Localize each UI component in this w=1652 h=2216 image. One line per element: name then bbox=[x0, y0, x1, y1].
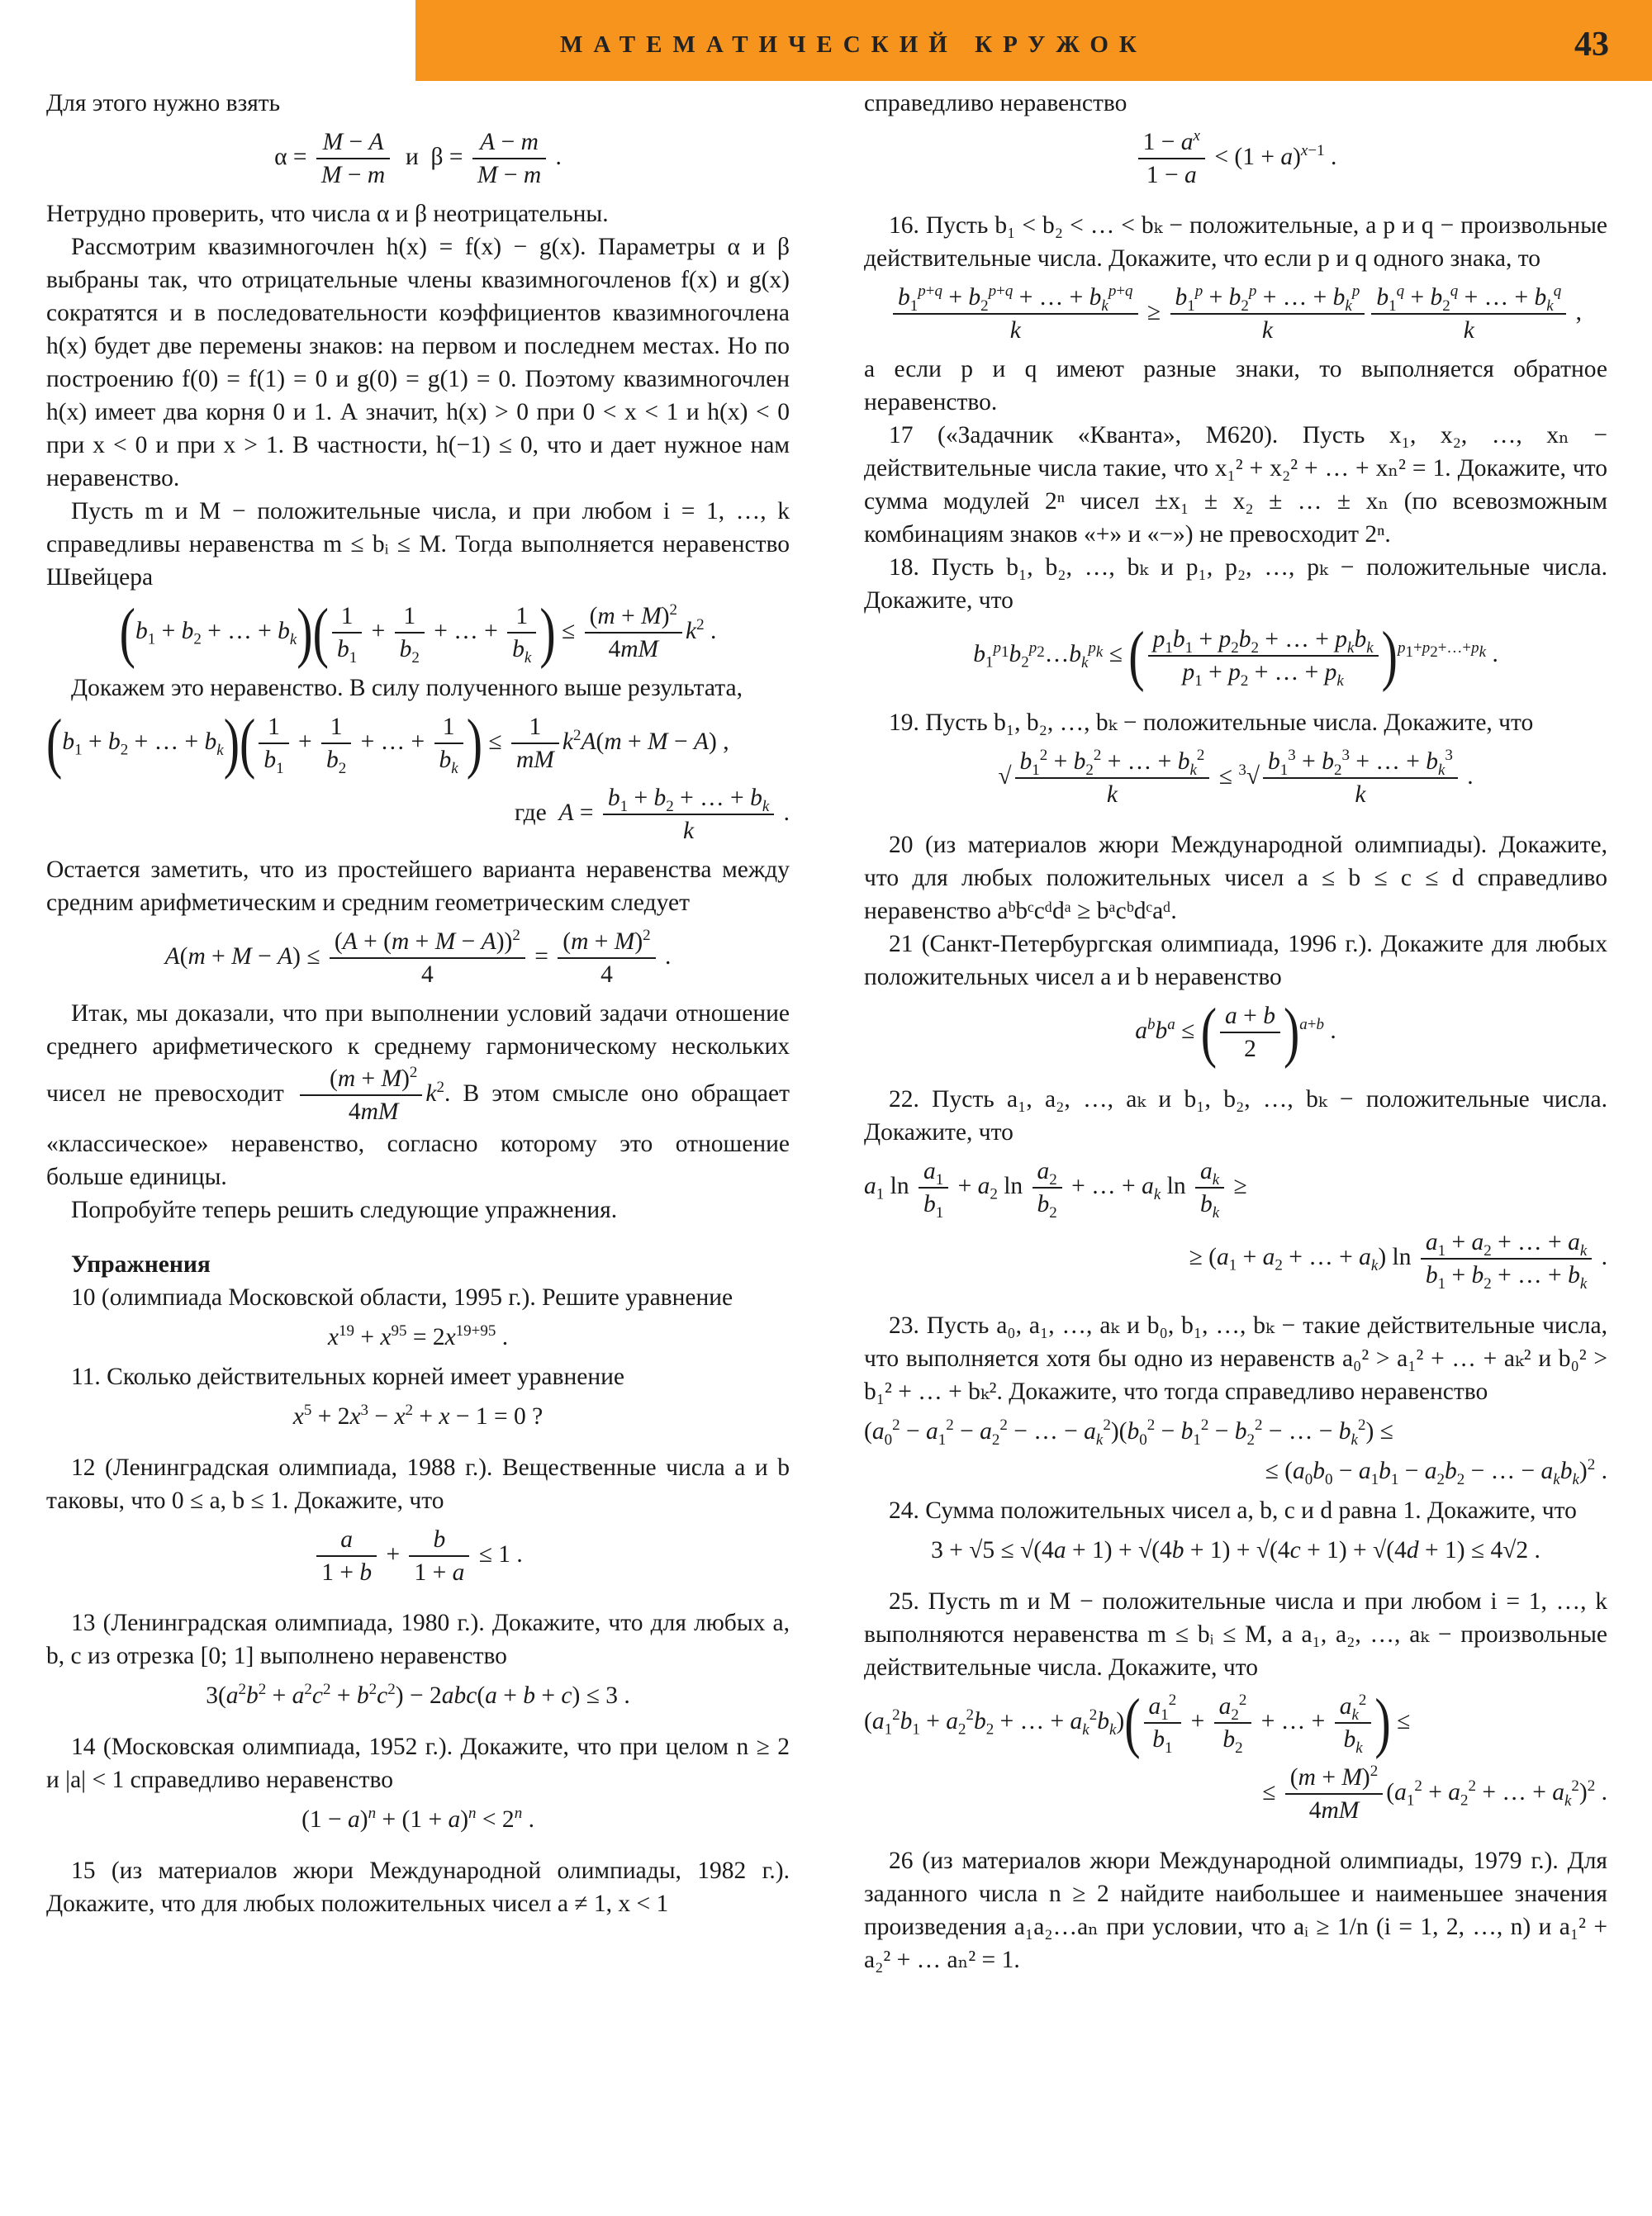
exercise-24: 24. Сумма положительных чисел a, b, c и d равна 1. Докажите, что bbox=[889, 1497, 1577, 1524]
paragraph: а если p и q имеют разные знаки, то выполняется обратное неравенство. bbox=[864, 356, 1607, 415]
exercise-17: 17 («Задачник «Кванта», М620). Пусть x₁, x₂, …, xₙ − действительные числа такие, что x₁² + x₂² + … + xₙ² = 1. Докажите, что сумма модулей 2ⁿ чисел ±x₁ ± x₂ ± … ± xₙ (по всевозможным комбинациям знаков «+» и «−») не превосходит 2ⁿ. bbox=[864, 422, 1607, 548]
section-title: МАТЕМАТИЧЕСКИЙ КРУЖОК bbox=[560, 31, 1147, 58]
exercise-16: 16. Пусть b₁ < b₂ < … < bₖ − положительные, а p и q − произвольные действительные числа. Докажите, что если p и q одного знака, то bbox=[864, 212, 1607, 272]
formula-ex15: $\frac{1 - a^x}{1 - a}$ < $(1 + a)^{x-1}$ . bbox=[864, 126, 1607, 191]
formula-ex22-line1: $a_1$ ln $\frac{a_1}{b_1}$ + $a_2$ ln $\frac{a_2}{b_2}$ + … + $a_k$ ln $\frac{a_k}{b_k}$ ≥ bbox=[864, 1155, 1607, 1220]
exercise-13: 13 (Ленинградская олимпиада, 1980 г.). Докажите, что для любых a, b, c из отрезка [0; 1] выполнено неравенство bbox=[46, 1610, 790, 1669]
formula-ex16: $\frac{b_1^{p+q} + b_2^{p+q} + \dots + b_k^{p+q}}{k}$ ≥ $\frac{b_1^p + b_2^p + \dots + b_k^p}{k}$ $\frac{b_1^q + b_2^q + \dots + b_k^q}{k}$ , bbox=[864, 282, 1607, 346]
formula-ex10: $x^{19} + x^{95} = 2x^{19+95}$ . bbox=[327, 1322, 509, 1350]
formula-alpha-beta: α = $\frac{M - A}{M - m}$ и β = $\frac{A - m}{M - m}$ . bbox=[46, 126, 790, 191]
paragraph: Для этого нужно взять bbox=[46, 90, 281, 116]
formula-ex21: $a^bb^a$ ≤ ( $\frac{a + b}{2}$ )$^{a+b}$ . bbox=[1135, 994, 1336, 1070]
formula-bound: ($b_1 + b_2$ + … + $b_k$)( $\frac{1}{b_1}$ + $\frac{1}{b_2}$ + … + $\frac{1}{b_k}$ ) ≤ $\frac{1}{mM}$ $k^2A(m + M - A)$ , bbox=[46, 705, 729, 781]
formula-ex23-line2: ≤ ($a_0b_0 - a_1b_1 - a_2b_2$ − … − $a_kb_k)^2$ . bbox=[1265, 1456, 1607, 1488]
exercise-23: 23. Пусть a₀, a₁, …, aₖ и b₀, b₁, …, bₖ − такие действительные числа, что выполняется хотя бы одно из неравенств a₀² > a₁² + … + aₖ² и b₀² > b₁² + … + bₖ². Докажите, что тогда справедливо неравенство bbox=[864, 1312, 1607, 1405]
paragraph: Докажем это неравенство. В силу полученного выше результата, bbox=[71, 675, 743, 701]
formula-ex22-line2: ≥ ($a_1 + a_2$ + … + $a_k$) ln $\frac{a_1 + a_2 + \dots + a_k}{b_1 + b_2 + \dots + b_k}$ . bbox=[864, 1227, 1607, 1291]
formula-ex25-line2: ≤ $\frac{(m + M)^2}{4mM}$ ($a_1^2 + a_2^2$ + … + $a_k^2)^2$ . bbox=[1262, 1763, 1607, 1824]
formula-ex18: $b_1^{p_1}b_2^{p_2}\dots b_k^{p_k}$ ≤ ( $\frac{p_1b_1 + p_2b_2 + \dots + p_kb_k}{p_1 + p_2 + \dots + p_k}$ )$^{p_1+p_2+\dots+p_k}$ . bbox=[973, 617, 1498, 693]
exercise-25: 25. Пусть m и M − положительные числа и при любом i = 1, …, k выполняются неравенства m ≤ bᵢ ≤ M, а a₁, a₂, …, aₖ − произвольные действительные числа. Докажите, что bbox=[864, 1588, 1607, 1681]
paragraph: Остается заметить, что из простейшего варианта неравенства между средним арифметическим и средним геометрическим следует bbox=[46, 857, 790, 916]
paragraph: Рассмотрим квазимногочлен h(x) = f(x) − g(x). Параметры α и β выбраны так, что отрицательные члены квазимногочленов f(x) и g(x) сократятся и в последовательности коэффициентов квазимногочлена h(x) будет две перемены знаков: на первом и последнем местах. Но по построению f(0) = f(1) = 0 и g(0) = g(1) = 0. Поэтому квазимногочлен h(x) имеет два корня 0 и 1. А значит, h(x) > 0 при 0 < x < 1 и h(x) < 0 при x < 0 и при x > 1. В частности, h(−1) ≤ 0, что и дает нужное нам неравенство. bbox=[46, 234, 790, 491]
page-number: 43 bbox=[1574, 26, 1609, 64]
exercise-19: 19. Пусть b₁, b₂, …, bₖ − положительные числа. Докажите, что bbox=[889, 709, 1534, 736]
formula-ex12: $\frac{a}{1 + b}$ + $\frac{b}{1 + a}$ ≤ 1 . bbox=[46, 1524, 790, 1588]
exercise-10: 10 (олимпиада Московской области, 1995 г.). Решите уравнение bbox=[71, 1284, 733, 1311]
paragraph: Нетрудно проверить, что числа α и β неотрицательны. bbox=[46, 201, 609, 227]
left-column bbox=[46, 87, 790, 1920]
formula-ex25-line1: ($a_1^2b_1 + a_2^2b_2$ + … + $a_k^2b_k$)( $\frac{a_1^2}{b_1}$ + $\frac{a_2^2}{b_2}$ + … + $\frac{a_k^2}{b_k}$ ) ≤ bbox=[864, 1684, 1411, 1760]
formula-am-gm: A(m + M − A) ≤ $\frac{(A + (m + M - A))^2}{4}$ = $\frac{(m + M)^2}{4}$ . bbox=[164, 927, 672, 988]
formula-ex14: $(1 - a)^n + (1 + a)^n < 2^n$ . bbox=[301, 1805, 534, 1833]
paragraph: Попробуйте теперь решить следующие упражнения. bbox=[71, 1197, 618, 1223]
exercise-21: 21 (Санкт-Петербургская олимпиада, 1996 г.). Докажите для любых положительных чисел a и b неравенство bbox=[864, 931, 1607, 990]
paragraph: Итак, мы доказали, что при выполнении условий задачи отношение среднего арифметического к среднему гармоническому нескольких чисел не превосходит $\frac{(m + M)^2}{4mM}$ $k^2$. В этом смысле оно обращает «классическое» неравенство, согласно которому это отношение больше единицы. bbox=[46, 1000, 790, 1190]
exercise-20: 20 (из материалов жюри Международной олимпиады). Докажите, что для любых положительных чисел a ≤ b ≤ c ≤ d справедливо неравенство aᵇbᶜcᵈdᵃ ≥ bᵃcᵇdᶜaᵈ. bbox=[864, 832, 1607, 924]
exercise-12: 12 (Ленинградская олимпиада, 1988 г.). Вещественные числа a и b таковы, что 0 ≤ a, b ≤ 1. Докажите, что bbox=[46, 1454, 790, 1514]
page-header bbox=[415, 0, 1652, 81]
exercise-22: 22. Пусть a₁, a₂, …, aₖ и b₁, b₂, …, bₖ − положительные числа. Докажите, что bbox=[864, 1086, 1607, 1146]
formula-ex23-line1: ($a_0^2 - a_1^2 - a_2^2$ − … − $a_k^2)(b_0^2 - b_1^2 - b_2^2$ − … − $b_k^2$) ≤ bbox=[864, 1416, 1393, 1449]
formula-ex13: $3(a^2b^2 + a^2c^2 + b^2c^2) - 2abc(a + b + c) \le 3$ . bbox=[206, 1681, 630, 1709]
paragraph: Пусть m и M − положительные числа, и при любом i = 1, …, k справедливы неравенства m ≤ bᵢ ≤ M. Тогда выполняется неравенство Швейцера bbox=[46, 498, 790, 591]
exercise-18: 18. Пусть b₁, b₂, …, bₖ и p₁, p₂, …, pₖ − положительные числа. Докажите, что bbox=[864, 554, 1607, 614]
exercise-11: 11. Сколько действительных корней имеет уравнение bbox=[71, 1364, 625, 1390]
formula-schweitzer: ($b_1 + b_2$ + … + $b_k$)( $\frac{1}{b_1}$ + $\frac{1}{b_2}$ + … + $\frac{1}{b_k}$ ) ≤ $\frac{(m + M)^2}{4mM}$ $k^2$ . bbox=[119, 594, 717, 670]
formula-ex11: $x^5 + 2x^3 - x^2 + x - 1 = 0$ ? bbox=[292, 1402, 544, 1430]
formula-ex24: 3 + √5 ≤ √(4a + 1) + √(4b + 1) + √(4c + 1) + √(4d + 1) ≤ 4√2 . bbox=[931, 1537, 1540, 1564]
formula-ex19: √ $\frac{b_1^2 + b_2^2 + \dots + b_k^2}{k}$ ≤ $^3$√ $\frac{b_1^3 + b_2^3 + \dots + b_k^3}{k}$ . bbox=[998, 747, 1474, 808]
exercise-15: 15 (из материалов жюри Международной олимпиады, 1982 г.). Докажите, что для любых положительных чисел a ≠ 1, x < 1 bbox=[46, 1858, 790, 1917]
exercises-heading: Упражнения bbox=[71, 1251, 211, 1278]
exercise-26: 26 (из материалов жюри Международной олимпиады, 1979 г.). Для заданного числа n ≥ 2 найдите наибольшее и наименьшее значения произведения a₁a₂…aₙ при условии, что aᵢ ≥ 1/n (i = 1, 2, …, n) и a₁² + a₂² + … aₙ² = 1. bbox=[864, 1848, 1607, 1973]
formula-where-A: где A = $\frac{b_1 + b_2 + \dots + b_k}{k}$ . bbox=[46, 782, 790, 847]
paragraph: справедливо неравенство bbox=[864, 90, 1127, 116]
exercise-14: 14 (Московская олимпиада, 1952 г.). Докажите, что при целом n ≥ 2 и |a| < 1 справедливо неравенство bbox=[46, 1734, 790, 1793]
right-column bbox=[864, 87, 1607, 1976]
